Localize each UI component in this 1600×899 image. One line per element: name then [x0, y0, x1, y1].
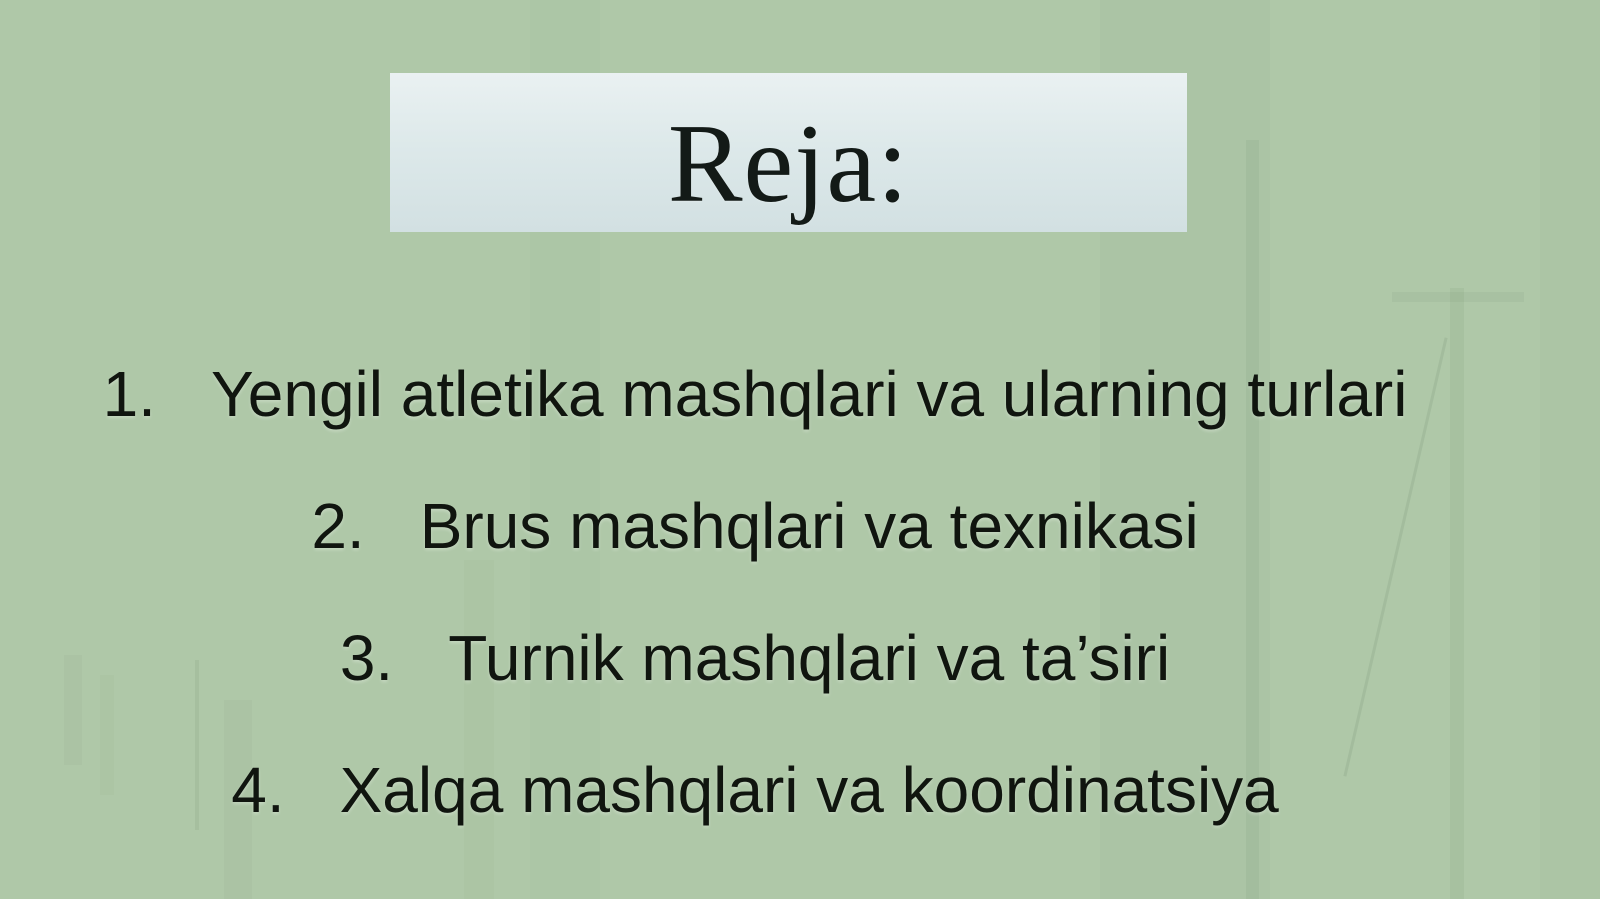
- list-item-number: 2.: [311, 490, 365, 562]
- list-item: [0, 460, 1510, 592]
- list-item-text: Xalqa mashqlari va koordinatsiya: [339, 754, 1279, 826]
- background-shade-band: [1540, 0, 1600, 899]
- list-item: [0, 724, 1510, 856]
- list-item-number: 3.: [339, 622, 394, 694]
- list-item-text: Yengil atletika mashqlari va ularning turlari: [210, 358, 1408, 430]
- faint-crossbar: [1392, 292, 1524, 302]
- list-item-text: Brus mashqlari va texnikasi: [419, 490, 1199, 562]
- plan-list: [0, 328, 1510, 856]
- title-box: [390, 73, 1187, 232]
- list-item-number: 4.: [231, 754, 285, 826]
- list-item: [0, 592, 1510, 724]
- list-item-text: Turnik mashqlari va ta’siri: [448, 622, 1171, 694]
- list-item: [0, 328, 1510, 460]
- list-item-number: 1.: [102, 358, 156, 430]
- slide-title: Reja:: [667, 101, 910, 226]
